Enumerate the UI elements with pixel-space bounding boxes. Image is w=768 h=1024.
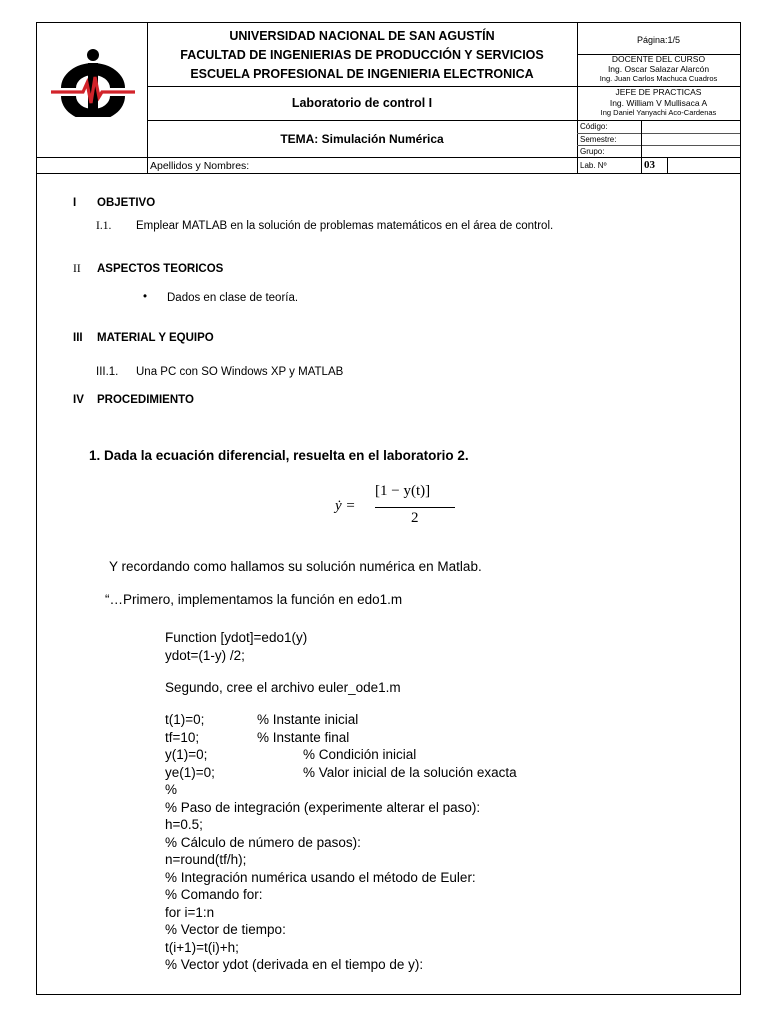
university-name: UNIVERSIDAD NACIONAL DE SAN AGUSTÍN [229, 29, 495, 43]
code-labels-divider [641, 120, 642, 157]
section-1-title: OBJETIVO [97, 197, 156, 209]
section-2-title: ASPECTOS TEORICOS [97, 263, 224, 275]
section-4-number: IV [73, 394, 84, 406]
step-1-heading: 1. Dada la ecuación diferencial, resuelta en el laboratorio 2. [89, 448, 469, 463]
differential-equation [327, 483, 467, 533]
section-3-title: MATERIAL Y EQUIPO [97, 332, 214, 344]
grupo-label: Grupo: [580, 147, 605, 156]
docente-heading: DOCENTE DEL CURSO [611, 54, 706, 64]
code-line [165, 764, 517, 782]
section-4-title: PROCEDIMIENTO [97, 394, 194, 406]
code-line [165, 711, 480, 729]
code-line: for i=1:n [165, 904, 215, 920]
first-step-text: “…Primero, implementamos la función en edo1.m [105, 592, 403, 607]
code-comment: % Instante final [257, 729, 350, 745]
lab-no-value: 03 [644, 159, 655, 171]
code-comment: % Condición inicial [303, 747, 417, 762]
names-label: Apellidos y Nombres: [150, 160, 250, 172]
faculty-name: FACULTAD DE INGENIERIAS DE PRODUCCIÓN Y SERVICIOS [180, 48, 544, 62]
equation-lhs: ẏ = [335, 498, 356, 514]
jefe-heading: JEFE DE PRACTICAS [615, 87, 702, 97]
jefe-cell-divider [577, 120, 740, 121]
code-line: % Vector ydot (derivada en el tiempo de y): [165, 957, 424, 972]
function-code [165, 629, 307, 664]
code-statement: t(1)=0; [165, 712, 205, 727]
section-2-bullet-text: Dados en clase de teoría. [167, 292, 299, 304]
code-line [165, 746, 480, 764]
section-3-number: III [73, 332, 83, 344]
header-bottom-line [37, 157, 740, 158]
section-1-item-text: Emplear MATLAB en la solución de problemas matemáticos en el área de control. [136, 220, 554, 232]
jefe-name-2: Ing Daniel Yanyachi Aco-Cardenas [600, 108, 717, 117]
code-line [165, 729, 480, 747]
code-statement: tf=10; [165, 729, 200, 745]
document-page [36, 22, 741, 995]
code-line: h=0.5; [165, 817, 203, 832]
code-statement: y(1)=0; [165, 747, 208, 762]
code-comment: % Valor inicial de la solución exacta [303, 764, 517, 780]
codigo-label: Código: [580, 122, 608, 131]
code-line: % Paso de integración (experimente alterar el paso): [165, 799, 481, 815]
lab-no-value-divider [667, 157, 668, 173]
docente-block [577, 55, 740, 84]
university-logo [49, 47, 137, 117]
docente-name-2: Ing. Juan Carlos Machuca Cuadros [599, 74, 718, 83]
lab-title-divider [147, 120, 577, 121]
code-line: t(i+1)=t(i)+h; [165, 939, 239, 955]
section-1-number: I [73, 197, 77, 209]
section-3-item-number: III.1. [96, 366, 119, 378]
equation-numerator: [1 − y(t)] [375, 483, 431, 499]
lab-no-label-divider [641, 157, 642, 173]
jefe-block [577, 87, 740, 119]
code-line: Function [ydot]=edo1(y) [165, 630, 308, 645]
lab-no-label: Lab. Nº [580, 161, 607, 170]
school-name: ESCUELA PROFESIONAL DE INGENIERIA ELECTRONICA [190, 67, 534, 81]
semestre-label: Semestre: [580, 135, 617, 144]
code-line: ydot=(1-y) /2; [165, 647, 245, 663]
institution-title [147, 27, 577, 84]
names-row-bottom-line [37, 173, 740, 174]
equation-denominator: 2 [411, 510, 419, 526]
code-line: % Integración numérica usando el método de Euler: [165, 869, 476, 885]
lab-title: Laboratorio de control I [291, 96, 433, 110]
code-statement: ye(1)=0; [165, 764, 215, 780]
code-line: % Vector de tiempo: [165, 922, 286, 937]
jefe-name-1: Ing. William V Mullisaca A [609, 97, 708, 108]
code-comment: % Instante inicial [257, 712, 359, 727]
semestre-row-divider [577, 145, 740, 146]
bullet-dot: • [143, 291, 148, 303]
codigo-row-divider [577, 133, 740, 134]
section-1-item-number: I.1. [96, 220, 112, 232]
euler-code-block [165, 711, 517, 974]
section-2-number: II [73, 263, 81, 275]
recall-text: Y recordando como hallamos su solución numérica en Matlab. [109, 559, 482, 574]
code-line: % Cálculo de número de pasos): [165, 834, 361, 850]
docente-name-1: Ing. Oscar Salazar Alarcón [607, 63, 710, 74]
second-step-text: Segundo, cree el archivo euler_ode1.m [165, 680, 401, 695]
section-3-item-text: Una PC con SO Windows XP y MATLAB [136, 366, 344, 378]
code-line: % [165, 782, 178, 797]
code-line: n=round(tf/h); [165, 852, 247, 867]
page-number: Página:1/5 [636, 35, 681, 45]
topic-title: TEMA: Simulación Numérica [280, 132, 444, 146]
code-line: % Comando for: [165, 887, 263, 902]
title-divider [147, 86, 577, 87]
fraction-bar [375, 507, 455, 508]
